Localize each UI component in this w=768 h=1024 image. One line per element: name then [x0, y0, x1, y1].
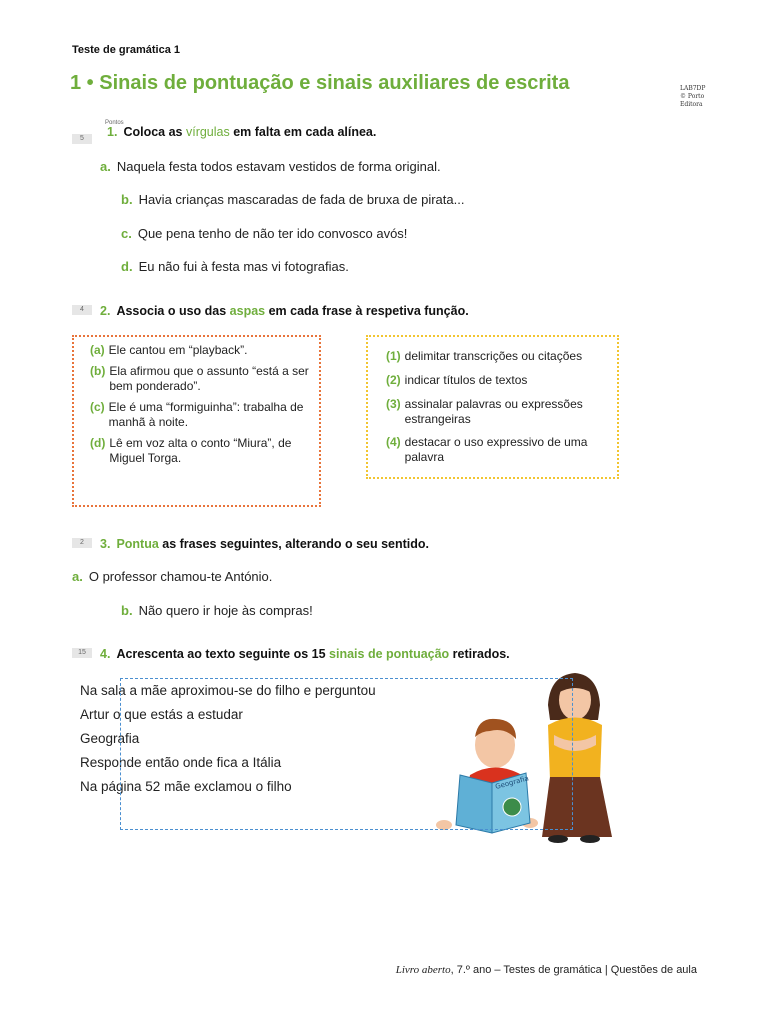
q3-item-b: b. Não quero ir hoje às compras!	[121, 603, 313, 618]
function-2: (2) indicar títulos de textos	[386, 373, 528, 387]
q3-highlight: Pontua	[116, 537, 159, 551]
test-kicker: Teste de gramática 1	[72, 44, 181, 56]
q2-number: 2.	[100, 304, 111, 318]
functions-box	[366, 335, 619, 479]
q4-points-badge: 15	[72, 648, 92, 658]
q2-points-badge: 4	[72, 305, 92, 315]
q1-text-a: Coloca as	[123, 125, 186, 139]
q3-number: 3.	[100, 537, 111, 551]
side-note: LAB7DP © Porto Editora	[680, 85, 706, 108]
text-line: Na sala a mãe aproximou-se do filho e perguntou	[80, 683, 376, 698]
function-3: (3) assinalar palavras ou expressões estrangeiras	[386, 397, 583, 426]
text-line: Artur o que estás a estudar	[80, 707, 243, 722]
q1-item-b: b. Havia crianças mascaradas de fada de bruxa de pirata...	[121, 192, 465, 207]
q1-points-badge: 5	[72, 134, 92, 144]
footer	[396, 964, 697, 976]
book-title: Geografia	[494, 774, 530, 791]
q1-item-d: d. Eu não fui à festa mas vi fotografias.	[121, 259, 349, 274]
function-4: (4) destacar o uso expressivo de uma palavra	[386, 435, 588, 464]
text-line: Na página 52 mãe exclamou o filho	[80, 779, 292, 794]
q1-text-b: em falta em cada alínea.	[229, 125, 377, 139]
q1-item-c: c. Que pena tenho de não ter ido convosco avós!	[121, 226, 408, 241]
sentence-c: (c) Ele é uma “formiguinha”: trabalha de manhã à noite.	[90, 400, 304, 429]
text-line: Geografia	[80, 731, 140, 746]
page-title: 1 • Sinais de pontuação e sinais auxiliares de escrita	[70, 72, 570, 94]
footer-rest: , 7.º ano – Testes de gramática | Questões de aula	[450, 964, 697, 976]
q1-number: 1.	[107, 125, 118, 139]
q4-number: 4.	[100, 647, 111, 661]
q2-instruction: 2. Associa o uso das aspas em cada frase à respetiva função.	[100, 304, 469, 318]
answer-area[interactable]	[120, 678, 573, 830]
sentence-a: (a) Ele cantou em “playback”.	[90, 343, 248, 357]
q4-highlight: sinais de pontuação	[329, 647, 450, 661]
q4-instruction: 4. Acrescenta ao texto seguinte os 15 sinais de pontuação retirados.	[100, 647, 510, 661]
sentence-b: (b) Ela afirmou que o assunto “está a ser bem ponderado”.	[90, 364, 309, 393]
function-1: (1) delimitar transcrições ou citações	[386, 349, 583, 363]
text-line: Responde então onde fica a Itália	[80, 755, 282, 770]
footer-book-title: Livro aberto	[395, 964, 451, 976]
points-label: Pontos	[105, 120, 124, 126]
sentences-box	[72, 335, 321, 507]
q1-item-a: a. Naquela festa todos estavam vestidos de forma original.	[100, 159, 441, 174]
q1-highlight: vírgulas	[185, 125, 230, 139]
q3-points-badge: 2	[72, 538, 92, 548]
q3-instruction: 3. Pontua as frases seguintes, alterando o seu sentido.	[100, 537, 430, 551]
q3-item-a: a. O professor chamou-te António.	[72, 569, 273, 584]
q1-instruction	[107, 125, 376, 139]
sentence-d: (d) Lê em voz alta o conto “Miura”, de Miguel Torga.	[90, 436, 292, 465]
q2-highlight: aspas	[229, 304, 266, 318]
